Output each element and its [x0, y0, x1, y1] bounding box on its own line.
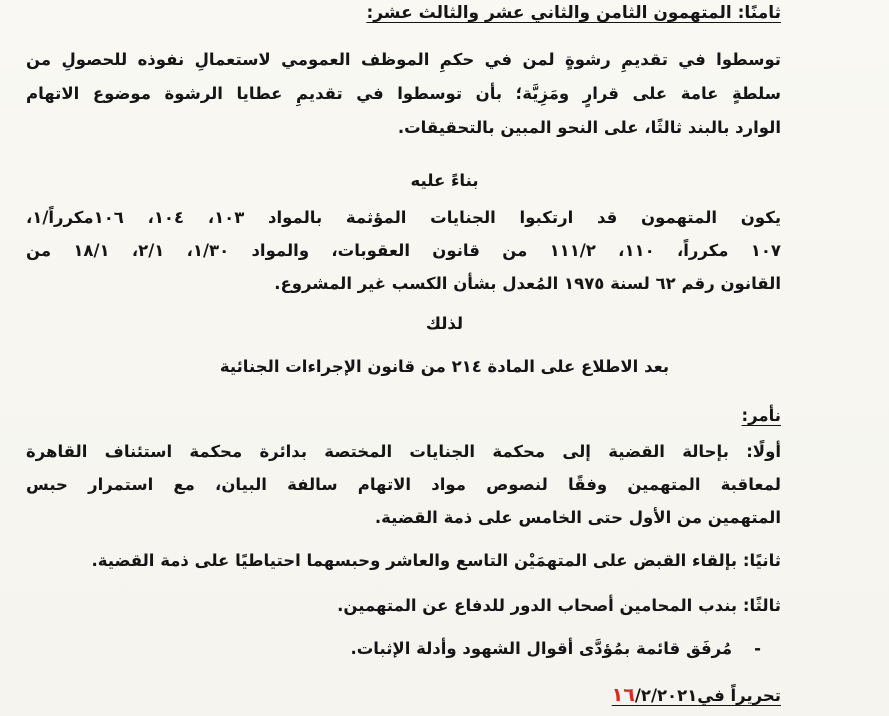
- we-order-heading: نأمر:: [741, 406, 781, 425]
- paragraph-1-line-2: سلطةٍ عامة على قرارٍ ومَزِيَّة؛ بأن توسطوا في تقديمِ عطايا الرشوة موضوع الاتهام: [26, 84, 781, 103]
- paragraph-1-line-3: الوارد بالبند ثالثًا، على النحو المبين بالتحقيقات.: [397, 118, 781, 137]
- date-prefix: تحريراً في: [697, 686, 781, 705]
- date-line: [612, 684, 781, 707]
- therefore-heading: لذلك: [425, 314, 464, 333]
- based-on-heading: بناءً عليه: [410, 171, 479, 190]
- order-third: ثالثًا: بندب المحامين أصحاب الدور للدفاع عن المتهمين.: [337, 596, 781, 615]
- order-second: ثانيًا: بإلقاء القبض على المتهمَيْن التاسع والعاشر وحبسهما احتياطيًا على ذمة القضية.: [91, 551, 781, 570]
- paragraph-2-line-2: ١٠٧ مكرراً، ١١٠، ١١١/٢ من قانون العقوبات، والمواد ١/٣٠، ٢/١، ١٨/١ من: [26, 241, 781, 260]
- order-first-line-1: أولًا: بإحالة القضية إلى محكمة الجنايات المختصة بدائرة محكمة استئناف القاهرة: [26, 442, 781, 461]
- section-heading: ثامنًا: المتهمون الثامن والثاني عشر والثالث عشر:: [366, 3, 781, 23]
- paragraph-2-line-1: يكون المتهمون قد ارتكبوا الجنايات المؤثمة بالمواد ١٠٣، ١٠٤، ١٠٦مكرراً/١،: [26, 208, 782, 227]
- date-rest: /٢/٢٠٢١: [634, 686, 698, 705]
- after-review-line: بعد الاطلاع على المادة ٢١٤ من قانون الإجراءات الجنائية: [219, 357, 670, 376]
- attachment-note: [350, 638, 761, 660]
- paragraph-1-line-1: توسطوا في تقديمِ رشوةٍ لمن في حكمِ الموظف العمومي لاستعمالِ نفوذه للحصولِ من: [26, 50, 781, 69]
- order-first-line-2: لمعاقبة المتهمين وفقًا لنصوص مواد الاتهام سالفة البيان، مع استمرار حبس: [26, 475, 781, 494]
- paragraph-2-line-3: القانون رقم ٦٢ لسنة ١٩٧٥ المُعدل بشأن الكسب غير المشروع.: [274, 274, 781, 293]
- order-first-line-3: المتهمين من الأول حتى الخامس على ذمة القضية.: [374, 508, 781, 527]
- attachment-text: مُرفَق قائمة بمُؤدَّى أقوال الشهود وأدلة الإثبات.: [350, 639, 733, 658]
- handwritten-day: ١٦: [611, 684, 635, 706]
- bullet-dash: -: [754, 639, 761, 658]
